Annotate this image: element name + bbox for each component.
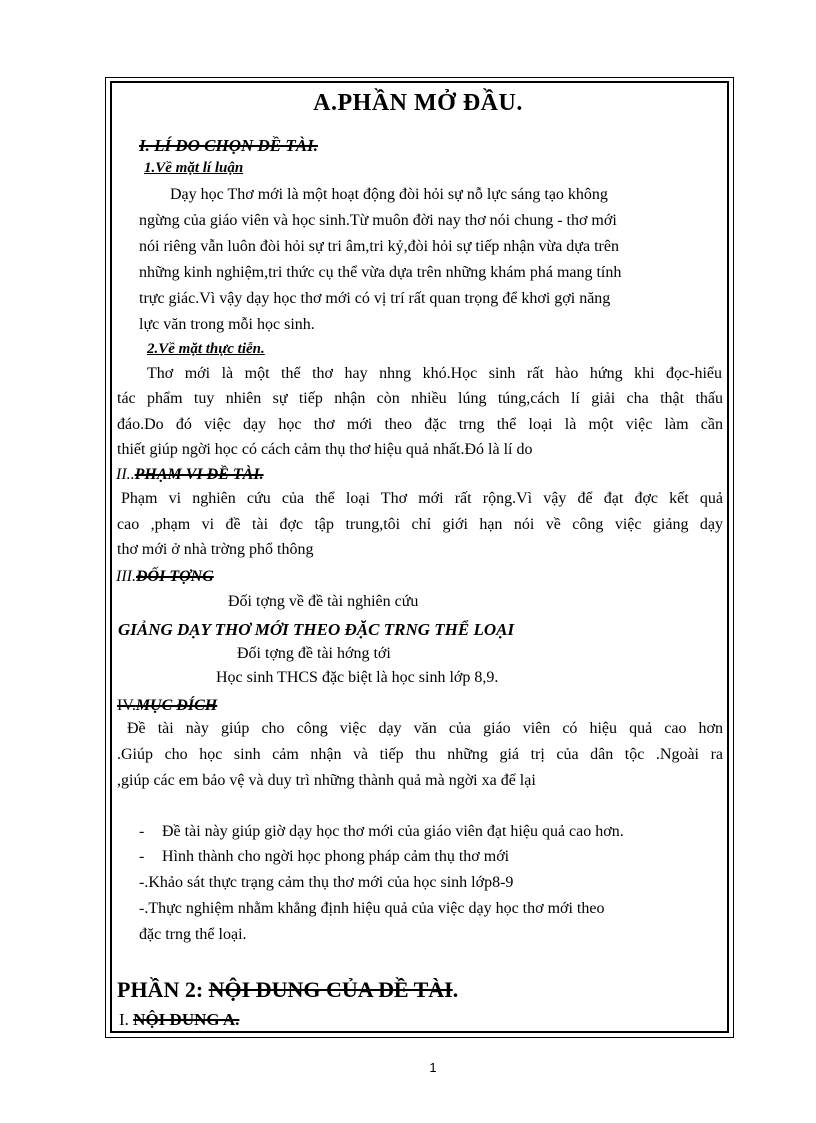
para1-line-2: ngừng của giáo viên và học sinh.Từ muôn đời nay thơ nói chung - thơ mới bbox=[139, 212, 617, 229]
part-2-sub-heading-row: I. NỘI DUNG A. bbox=[119, 1010, 240, 1029]
bullet-dash-1: - bbox=[139, 823, 145, 840]
section-4-line-1: Đề tài này giúp cho công việc dạy văn của giáo viên có hiệu quả cao hơn bbox=[127, 720, 723, 737]
section-3-line-3: Học sinh THCS đặc biệt là học sinh lớp 8,9. bbox=[216, 669, 499, 686]
para2-line-1: Thơ mới là một thể thơ hay nhng khó.Học sinh rất hào hứng khi đọc-hiểu bbox=[147, 365, 722, 382]
section-3-heading-row: III.ĐỐI TỢNG bbox=[116, 568, 214, 585]
section-1-sub-1: 1.Về mặt lí luận bbox=[144, 160, 244, 176]
section-2-heading-row: II..PHẠM VI ĐỀ TÀI. bbox=[116, 466, 264, 483]
para2-line-4: thiết giúp ngời học có cách cảm thụ thơ hiệu quả nhất.Đó là lí do bbox=[117, 441, 533, 458]
section-1-heading: I. LÍ DO CHỌN ĐỀ TÀI. bbox=[139, 136, 318, 155]
section-4-line-3: ,giúp các em bảo vệ và duy trì những thành quả mà ngời xa để lại bbox=[117, 772, 536, 789]
section-3-line-2: Đối tợng đề tài hớng tới bbox=[237, 645, 391, 662]
section-4-line-2: .Giúp cho học sinh cảm nhận và tiếp thu những giá trị của dân tộc .Ngoài ra bbox=[117, 746, 723, 763]
part-2-heading-row: PHẦN 2: NỘI DUNG CỦA ĐỀ TÀI. bbox=[117, 977, 459, 1002]
para1-line-3: nói riêng vẫn luôn đòi hỏi sự tri âm,tri kỷ,đòi hỏi sự tiếp nhận vừa dựa trên bbox=[139, 238, 619, 255]
section-2-line-2: cao ,phạm vi đề tài đợc tập trung,tôi chỉ giới hạn nói về công việc giảng dạy bbox=[117, 516, 723, 533]
section-2-line-3: thơ mới ở nhà trờng phổ thông bbox=[117, 541, 314, 558]
extra-line-3: đặc trng thể loại. bbox=[139, 926, 247, 943]
section-4-heading-row: IV.MỤC ĐÍCH bbox=[117, 697, 218, 714]
para1-line-5: trực giác.Vì vậy dạy học thơ mới có vị trí rất quan trọng để khơi gợi năng bbox=[139, 290, 611, 307]
section-1-sub-2: 2.Về mặt thực tiễn. bbox=[147, 341, 265, 357]
section-3-line-1: Đối tợng về đề tài nghiên cứu bbox=[228, 593, 419, 610]
extra-line-1: -.Khảo sát thực trạng cảm thụ thơ mới của học sinh lớp8-9 bbox=[139, 874, 514, 891]
bullet-dash-2: - bbox=[139, 848, 145, 865]
section-2-line-1: Phạm vi nghiên cứu của thể loại Thơ mới rất rộng.Vì vậy để đạt đợc kết quả bbox=[121, 490, 723, 507]
para2-line-3: đáo.Do đó việc dạy học thơ mới theo đặc trng thể loại là một việc làm cần bbox=[117, 416, 723, 433]
bullet-item-2: Hình thành cho ngời học phong pháp cảm thụ thơ mới bbox=[162, 848, 510, 865]
para1-line-1: Dạy học Thơ mới là một hoạt động đòi hỏi sự nỗ lực sáng tạo không bbox=[170, 186, 608, 203]
para1-line-4: những kinh nghiệm,tri thức cụ thể vừa dựa trên những khám phá mang tính bbox=[139, 264, 622, 281]
section-3-topic: GIẢNG DẠY THƠ MỚI THEO ĐẶC TRNG THỂ LOẠI bbox=[118, 620, 515, 639]
page-number: 1 bbox=[429, 1060, 437, 1075]
bullet-item-1: Đề tài này giúp giờ dạy học thơ mới của giáo viên đạt hiệu quả cao hơn. bbox=[162, 823, 624, 840]
extra-line-2: -.Thực nghiệm nhằm khẳng định hiệu quả của việc dạy học thơ mới theo bbox=[139, 900, 605, 917]
para2-line-2: tác phẩm tuy nhiên sự tiếp nhận còn nhiều lúng túng,cách lí giải cha thật thấu bbox=[117, 390, 723, 407]
para1-line-6: lực văn trong mỗi học sinh. bbox=[139, 316, 315, 333]
page-title: A.PHẦN MỞ ĐẦU. bbox=[313, 90, 523, 116]
